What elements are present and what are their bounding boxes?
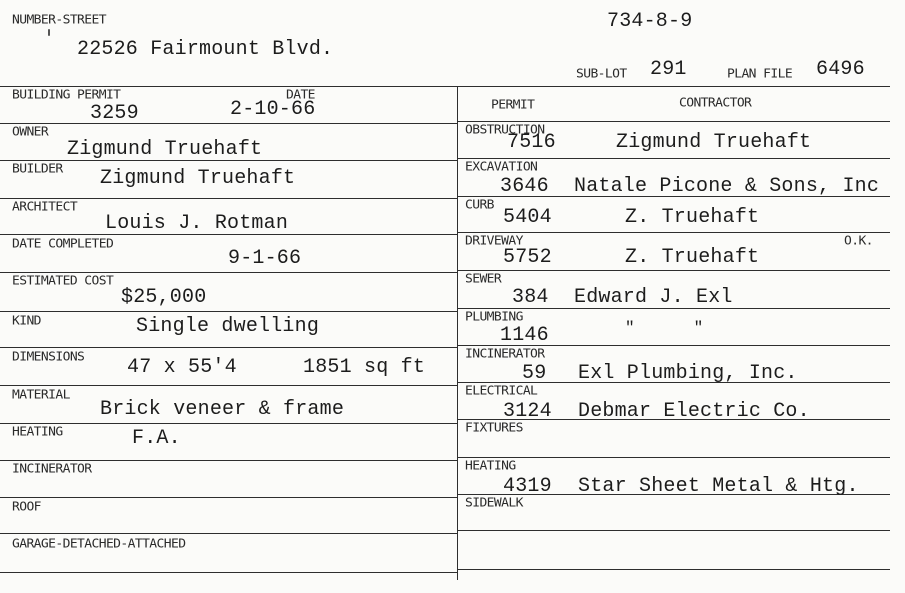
rule-right bbox=[458, 457, 890, 458]
electrical-permit: 3124 bbox=[503, 400, 552, 423]
incinerator-label: INCINERATOR bbox=[12, 462, 92, 477]
rule-right bbox=[458, 569, 890, 570]
driveway-label: DRIVEWAY bbox=[465, 234, 523, 249]
number-street-label: NUMBER-STREET bbox=[12, 13, 106, 28]
heating-permit: 4319 bbox=[503, 475, 552, 498]
sublot-label: SUB-LOT bbox=[576, 67, 627, 82]
curb-label: CURB bbox=[465, 198, 494, 213]
dimensions-value: 47 x 55'4 bbox=[127, 356, 237, 379]
driveway-contractor: Z. Truehaft bbox=[625, 246, 760, 269]
rule-left bbox=[0, 460, 458, 461]
curb-contractor: Z. Truehaft bbox=[625, 206, 760, 229]
fixtures-label: FIXTURES bbox=[465, 421, 523, 436]
owner-value: Zigmund Truehaft bbox=[67, 138, 263, 161]
rule-left bbox=[0, 347, 458, 348]
building-permit-label: BUILDING PERMIT bbox=[12, 88, 121, 103]
rule-right bbox=[458, 530, 890, 531]
driveway-ok-note: O.K. bbox=[844, 234, 873, 249]
rule-left bbox=[0, 311, 458, 312]
sewer-permit: 384 bbox=[512, 286, 549, 309]
date-label: DATE bbox=[286, 88, 315, 103]
rule-right bbox=[458, 270, 890, 271]
permit-date-value: 2-10-66 bbox=[230, 98, 316, 121]
sewer-contractor: Edward J. Exl bbox=[574, 286, 733, 309]
sublot-value: 291 bbox=[650, 58, 687, 81]
date-completed-label: DATE COMPLETED bbox=[12, 237, 114, 252]
plumbing-permit: 1146 bbox=[500, 324, 549, 347]
contractor-column-header: CONTRACTOR bbox=[679, 96, 752, 111]
incinerator-permit: 59 bbox=[522, 362, 547, 385]
column-divider bbox=[457, 86, 458, 580]
electrical-contractor: Debmar Electric Co. bbox=[578, 400, 810, 423]
dimensions-label: DIMENSIONS bbox=[12, 350, 85, 365]
record-number: 734-8-9 bbox=[607, 10, 693, 33]
rule-left bbox=[0, 572, 458, 573]
date-completed-value: 9-1-66 bbox=[228, 247, 302, 270]
area-value: 1851 sq ft bbox=[303, 356, 426, 379]
kind-label: KIND bbox=[12, 314, 41, 329]
excavation-contractor: Natale Picone & Sons, Inc bbox=[574, 175, 880, 198]
rule-left bbox=[0, 497, 458, 498]
curb-permit: 5404 bbox=[503, 206, 552, 229]
permit-column-header: PERMIT bbox=[491, 98, 535, 113]
ink-speck bbox=[48, 29, 50, 36]
obstruction-contractor: Zigmund Truehaft bbox=[616, 131, 812, 154]
material-value: Brick veneer & frame bbox=[100, 398, 345, 421]
obstruction-label: OBSTRUCTION bbox=[465, 123, 545, 138]
plumbing-contractor-ditto: " " bbox=[625, 319, 704, 337]
address: 22526 Fairmount Blvd. bbox=[77, 38, 334, 61]
excavation-label: EXCAVATION bbox=[465, 160, 538, 175]
driveway-permit: 5752 bbox=[503, 246, 552, 269]
kind-value: Single dwelling bbox=[136, 315, 320, 338]
owner-label: OWNER bbox=[12, 125, 49, 140]
rule-left bbox=[0, 385, 458, 386]
material-label: MATERIAL bbox=[12, 388, 70, 403]
builder-label: BUILDER bbox=[12, 162, 63, 177]
rule-right bbox=[458, 232, 890, 233]
estimated-cost-label: ESTIMATED COST bbox=[12, 274, 114, 289]
garage-label: GARAGE-DETACHED-ATTACHED bbox=[12, 537, 186, 552]
heating-label: HEATING bbox=[12, 425, 63, 440]
incinerator-right-label: INCINERATOR bbox=[465, 347, 545, 362]
architect-value: Louis J. Rotman bbox=[105, 212, 289, 235]
excavation-permit: 3646 bbox=[500, 175, 549, 198]
estimated-cost-value: $25,000 bbox=[121, 286, 207, 309]
heating-contractor: Star Sheet Metal & Htg. bbox=[578, 475, 859, 498]
rule-left bbox=[0, 198, 458, 199]
heating-right-label: HEATING bbox=[465, 459, 516, 474]
plan-file-value: 6496 bbox=[816, 58, 865, 81]
rule-left bbox=[0, 272, 458, 273]
rule-left bbox=[0, 533, 458, 534]
electrical-label: ELECTRICAL bbox=[465, 384, 538, 399]
rule-left bbox=[0, 423, 458, 424]
incinerator-contractor: Exl Plumbing, Inc. bbox=[578, 362, 798, 385]
rule-right bbox=[458, 121, 890, 122]
roof-label: ROOF bbox=[12, 500, 41, 515]
builder-value: Zigmund Truehaft bbox=[100, 167, 296, 190]
plumbing-label: PLUMBING bbox=[465, 310, 523, 325]
sewer-label: SEWER bbox=[465, 272, 502, 287]
heating-value: F.A. bbox=[132, 427, 181, 450]
rule-right bbox=[458, 158, 890, 159]
obstruction-permit: 7516 bbox=[507, 131, 556, 154]
rule-left bbox=[0, 123, 458, 124]
sidewalk-label: SIDEWALK bbox=[465, 496, 523, 511]
building-permit-value: 3259 bbox=[90, 102, 139, 125]
plan-file-label: PLAN FILE bbox=[727, 67, 793, 82]
rule-header bbox=[0, 86, 890, 87]
architect-label: ARCHITECT bbox=[12, 200, 78, 215]
